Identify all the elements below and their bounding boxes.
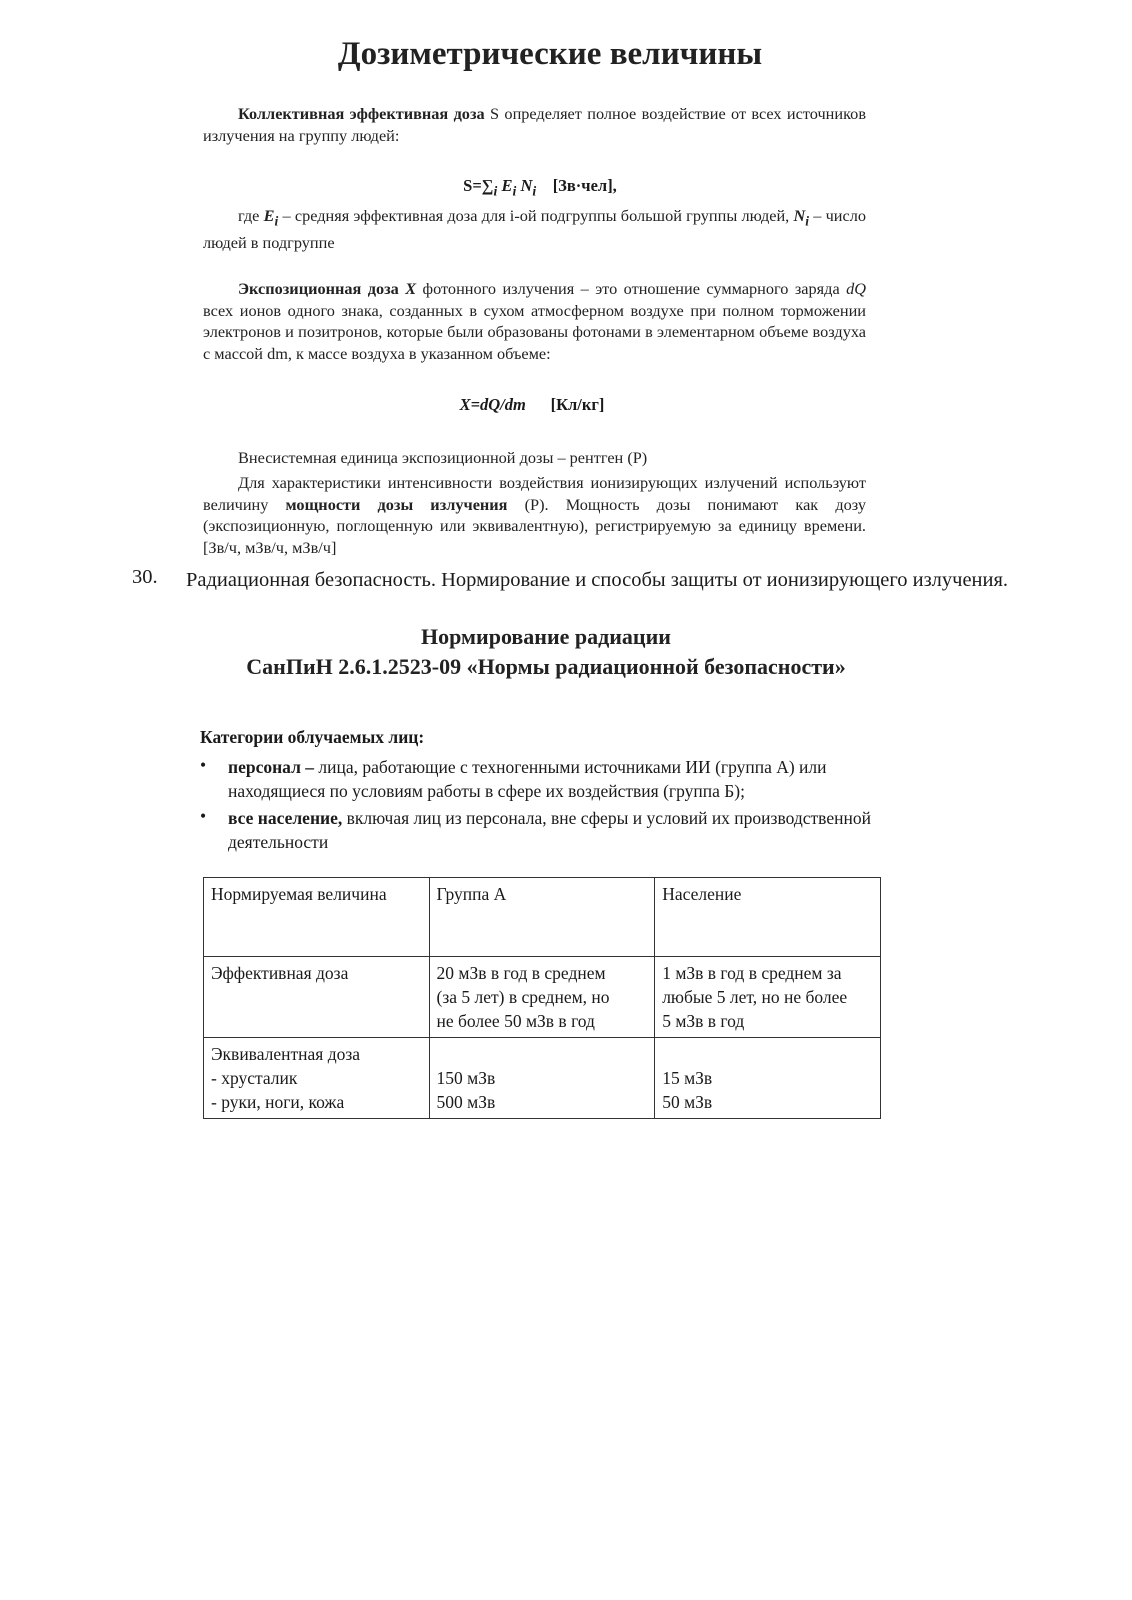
table-row — [204, 1038, 881, 1119]
cell-line — [662, 1042, 873, 1066]
cell-line: не более 50 мЗв в год — [436, 1011, 595, 1031]
table-cell — [204, 957, 430, 1038]
collective-dose-text: определяет полное воздействие от всех источников излучения на группу людей: — [203, 104, 867, 145]
cell-line: Эффективная доза — [211, 963, 349, 983]
exposure-dose-symbol: X — [405, 279, 417, 298]
formula-sum-index: i — [493, 183, 498, 199]
exposure-formula-unit: [Кл/кг] — [550, 395, 605, 414]
cell-line: 500 мЗв — [436, 1092, 496, 1112]
formula-sum: S=∑ — [463, 176, 494, 195]
table-header-cell: Группа А — [429, 878, 655, 957]
norms-table — [203, 877, 881, 1119]
question-text: Радиационная безопасность. Нормирование и способы защиты от ионизирующего излучения. — [186, 569, 1009, 591]
cell-line: 5 мЗв в год — [662, 1011, 745, 1031]
cell-line: любые 5 лет, но не более — [662, 987, 848, 1007]
cell-line: 50 мЗв — [662, 1092, 713, 1112]
bullet-marker: • — [200, 806, 207, 826]
where-e-index: i — [274, 213, 279, 229]
where-n: N — [793, 206, 806, 225]
formula-e-index: i — [512, 183, 517, 199]
offsystem-unit-text — [203, 447, 866, 469]
categories-title: Категории облучаемых лиц: — [200, 727, 425, 747]
bullet-population-term: все население, — [228, 808, 343, 828]
table-header-row — [204, 878, 881, 957]
where-n-index: i — [805, 213, 810, 229]
cell-line: 150 мЗв — [436, 1068, 496, 1088]
table-header-cell: Нормируемая величина — [204, 878, 430, 957]
cell-line — [437, 1042, 648, 1066]
dose-rate-paragraph — [203, 472, 866, 558]
exposure-dose-text1: фотонного излучения – это отношение суммарного заряда — [422, 279, 840, 298]
formula-n: N — [520, 176, 533, 195]
formula-unit: [Зв·чел], — [552, 176, 617, 195]
cell-line: Эквивалентная доза — [211, 1044, 361, 1064]
cell-line: - хрусталик — [211, 1068, 298, 1088]
sanpin-heading: СанПиН 2.6.1.2523-09 «Нормы радиационной безопасности» — [246, 654, 846, 679]
cell-line: - руки, ноги, кожа — [211, 1092, 345, 1112]
collective-dose-formula — [0, 176, 1080, 199]
dose-rate-text2: (Р). Мощность дозы понимают как дозу (экспозиционную, поглощенную или эквивалентную), регистрируемую за единицу времени. [Зв/ч, мЗв/ч, мЗв/ч] — [203, 494, 866, 557]
table-cell — [429, 957, 655, 1038]
collective-dose-term: Коллективная эффективная доза — [238, 104, 485, 123]
dose-rate-term: мощности дозы излучения — [285, 494, 508, 514]
where-prefix: где — [238, 206, 260, 225]
cell-line: (за 5 лет) в среднем, но — [436, 987, 610, 1007]
page-title: Дозиметрические величины — [337, 36, 763, 72]
dose-rate-text1: Для характеристики интенсивности воздействия ионизирующих излучений используют величину — [203, 473, 866, 514]
table-cell — [655, 957, 881, 1038]
table-cell — [204, 1038, 430, 1119]
formula-n-index: i — [532, 183, 537, 199]
exposure-dq: dQ — [846, 279, 867, 298]
where-e-text: – средняя эффективная доза для i-ой подгруппы большой группы людей, — [282, 206, 790, 225]
exposure-dose-paragraph — [203, 278, 866, 364]
exposure-dose-formula — [0, 395, 1064, 415]
table-cell — [655, 1038, 881, 1119]
exposure-formula-expr: X=dQ/dm — [459, 395, 526, 414]
collective-dose-where — [203, 205, 866, 253]
table-header-cell: Население — [655, 878, 881, 957]
table-cell — [429, 1038, 655, 1119]
norm-heading: Нормирование радиации — [421, 624, 671, 649]
collective-dose-paragraph — [203, 103, 866, 146]
exposure-dose-term: Экспозиционная доза — [238, 279, 399, 298]
cell-line: 15 мЗв — [662, 1068, 713, 1088]
table-row — [204, 957, 881, 1038]
bullet-personnel-term: персонал – — [228, 757, 315, 777]
exposure-dose-text2: всех ионов одного знака, созданных в сухом атмосферном воздухе при полном торможении электронов и позитронов, которые были образованы фотонами в элементарном объеме воздуха с массой dm, к массе воздуха в указанном объеме: — [203, 300, 866, 363]
bullet-personnel — [228, 755, 888, 803]
where-n-text: – число людей в подгруппе — [203, 206, 866, 252]
where-e: E — [263, 206, 275, 225]
collective-dose-symbol: S — [490, 104, 500, 123]
bullet-population — [228, 806, 888, 854]
offsystem-unit-line: Внесистемная единица экспозиционной дозы – рентген (Р) — [238, 448, 648, 467]
bullet-personnel-text: лица, работающие с техногенными источниками ИИ (группа А) или находящиеся по условиям работы в сфере их воздействия (группа Б); — [228, 757, 827, 801]
bullet-marker: • — [200, 755, 207, 775]
cell-line: 20 мЗв в год в среднем — [436, 963, 606, 983]
bullet-population-text: включая лиц из персонала, вне сферы и условий их производственной деятельности — [228, 808, 871, 852]
formula-e: E — [501, 176, 513, 195]
cell-line: 1 мЗв в год в среднем за — [662, 963, 842, 983]
question-number: 30. — [132, 566, 158, 588]
